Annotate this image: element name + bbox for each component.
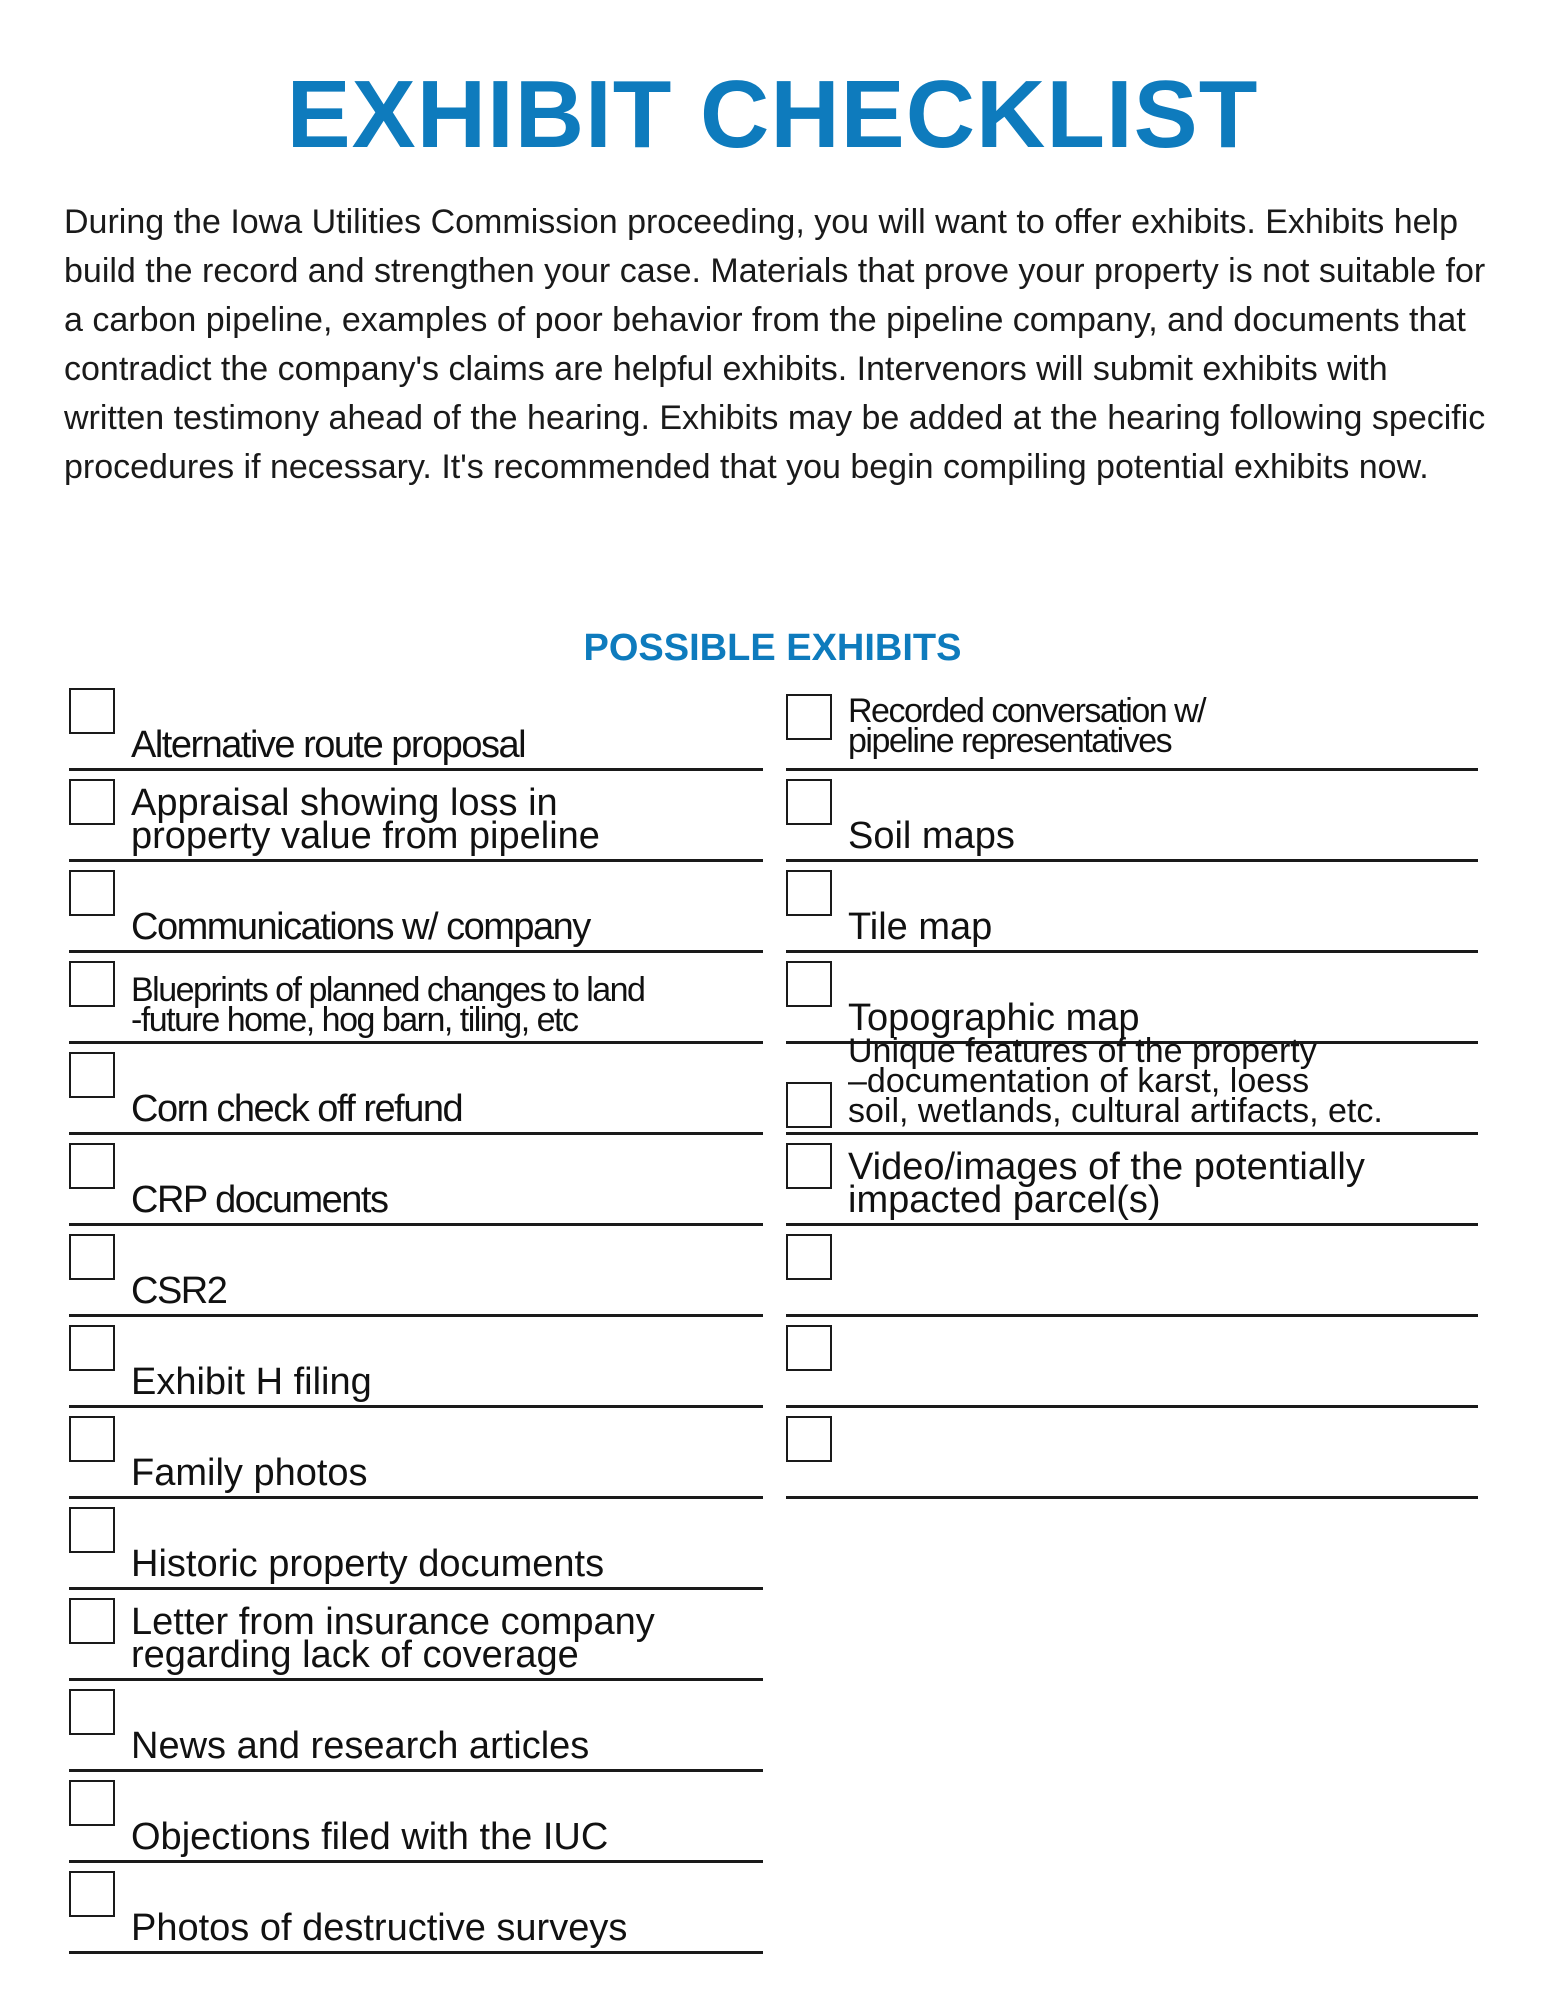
checklist-item [69, 680, 763, 771]
checkbox[interactable] [786, 694, 832, 740]
checklist-item-label: Exhibit H filing [131, 1361, 372, 1403]
checklist-item [69, 1772, 763, 1863]
checklist-item [786, 1408, 1478, 1499]
checkbox[interactable] [69, 1598, 115, 1644]
checkbox[interactable] [69, 1052, 115, 1098]
checkbox[interactable] [69, 870, 115, 916]
checklist-item-label: Alternative route proposal [131, 724, 526, 766]
section-heading: POSSIBLE EXHIBITS [583, 627, 962, 669]
checklist-item [69, 1135, 763, 1226]
checklist-item [69, 953, 763, 1044]
checklist-item [786, 953, 1478, 1044]
checkbox[interactable] [786, 1234, 832, 1280]
checkbox[interactable] [69, 779, 115, 825]
checklist-item [786, 1135, 1478, 1226]
checkbox[interactable] [69, 688, 115, 734]
checklist-item [786, 680, 1478, 771]
checklist-item [69, 1408, 763, 1499]
checkbox[interactable] [786, 1416, 832, 1462]
checkbox[interactable] [69, 1689, 115, 1735]
checkbox[interactable] [69, 1234, 115, 1280]
checklist-item [786, 771, 1478, 862]
checklist-item-label: News and research articles [131, 1725, 590, 1767]
checkbox[interactable] [69, 961, 115, 1007]
checklist-item-label: Recorded conversation w/ pipeline representatives [848, 692, 1206, 760]
checklist-item [69, 1590, 763, 1681]
checklist-item-label: Tile map [848, 906, 993, 948]
checklist-item [786, 862, 1478, 953]
checkbox[interactable] [69, 1416, 115, 1462]
checkbox[interactable] [69, 1780, 115, 1826]
checklist-item-label: Historic property documents [131, 1543, 605, 1585]
checkbox[interactable] [69, 1143, 115, 1189]
checklist-item [69, 1499, 763, 1590]
intro-paragraph: During the Iowa Utilities Commission proceeding, you will want to offer exhibits. Exhibits help build the record and strengthen your case. Materials that prove your property is not suitable for a carbon pipeline, examples of poor behavior from the pipeline company, and documents that contradict the company's claims are helpful exhibits. Intervenors will submit exhibits with written testimony ahead of the hearing. Exhibits may be added at the hearing following specific procedures if necessary. It's recommended that you begin compiling potential exhibits now. [64, 203, 1486, 486]
checkbox[interactable] [69, 1871, 115, 1917]
checklist-item-label: Objections filed with the IUC [131, 1816, 609, 1858]
checklist-item-label: Unique features of the property –documentation of karst, loess soil, wetlands, cultural artifacts, etc. [848, 1032, 1383, 1130]
checkbox[interactable] [786, 1082, 832, 1128]
checklist-item-label: Corn check off refund [131, 1088, 463, 1130]
checkbox[interactable] [786, 1143, 832, 1189]
checkbox[interactable] [786, 870, 832, 916]
page-title: EXHIBIT CHECKLIST [286, 61, 1259, 168]
checklist-item [69, 1044, 763, 1135]
checklist-item [69, 1226, 763, 1317]
checklist-item-label: CRP documents [131, 1179, 388, 1221]
checklist-item [69, 771, 763, 862]
checklist-item [69, 1681, 763, 1772]
checklist-item-label: Family photos [131, 1452, 368, 1494]
checklist-item-label: Letter from insurance company regarding lack of coverage [131, 1601, 655, 1676]
checklist-item [786, 1226, 1478, 1317]
checklist-item-label: Blueprints of planned changes to land -future home, hog barn, tiling, etc [131, 971, 645, 1039]
checklist-item-label: Photos of destructive surveys [131, 1907, 628, 1949]
checklist-item [786, 1032, 1478, 1135]
checklist-item [69, 1863, 763, 1954]
checklist-item-label: Topographic map [848, 997, 1140, 1039]
checklist-item-label: Appraisal showing loss in property value from pipeline [131, 782, 600, 857]
checkbox[interactable] [786, 1325, 832, 1371]
checklist-item-label: Video/images of the potentially impacted parcel(s) [848, 1146, 1365, 1221]
checkbox[interactable] [786, 961, 832, 1007]
checklist-item [69, 862, 763, 953]
checklist-item [786, 1317, 1478, 1408]
checklist-item [69, 1317, 763, 1408]
checkbox[interactable] [69, 1325, 115, 1371]
checklist-item-label: CSR2 [131, 1270, 227, 1312]
checkbox[interactable] [69, 1507, 115, 1553]
checklist-item-label: Soil maps [848, 815, 1015, 857]
checklist-item-label: Communications w/ company [131, 906, 590, 948]
checkbox[interactable] [786, 779, 832, 825]
